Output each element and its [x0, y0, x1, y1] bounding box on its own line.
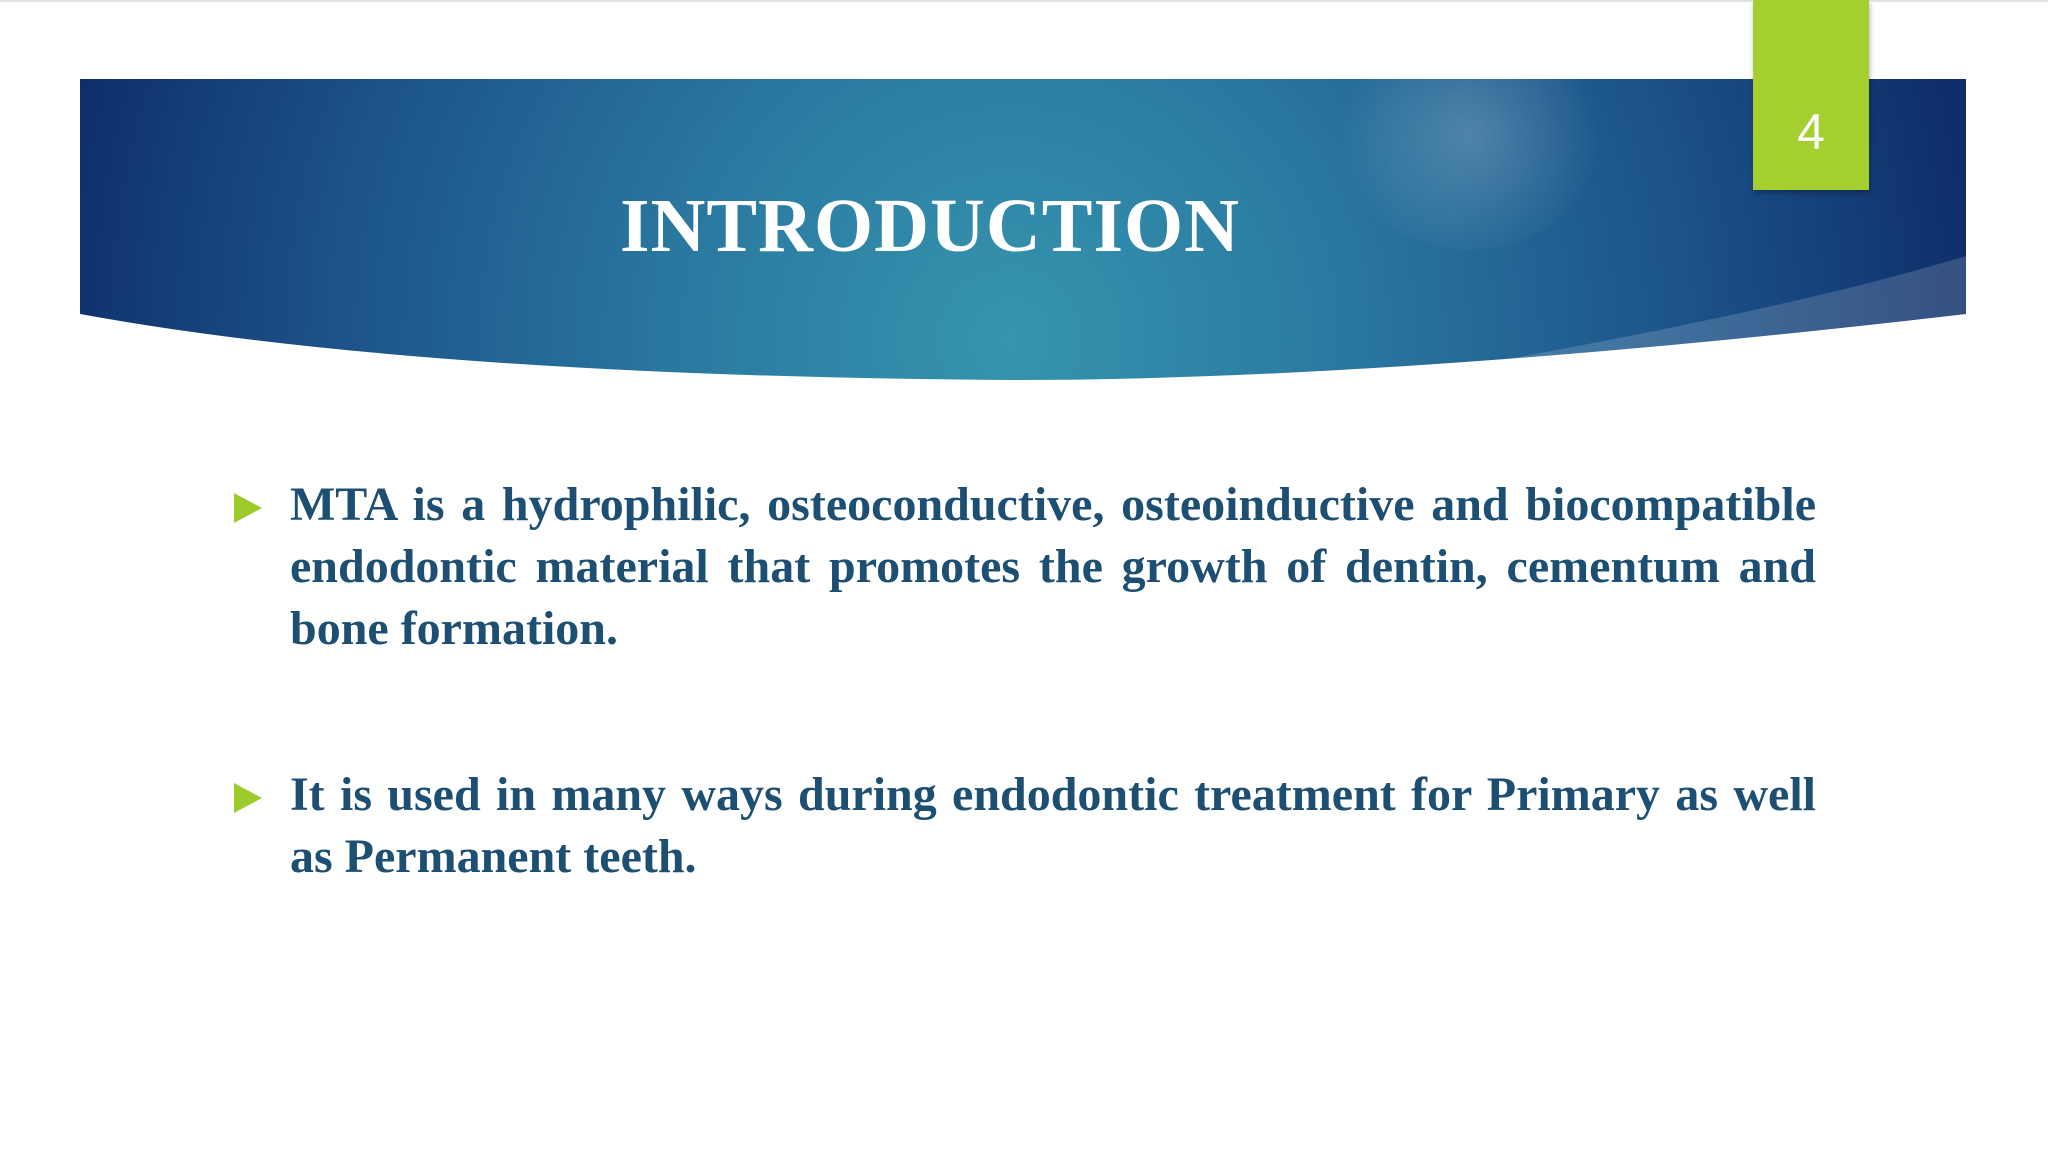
- bullet-text: It is used in many ways during endodontic treatment for Primary as well as Permanent teeth.: [290, 768, 1816, 883]
- slide-title: INTRODUCTION: [619, 184, 1241, 268]
- page-number-tab: [1753, 0, 1869, 190]
- bullet-text: MTA is a hydrophilic, osteoconductive, osteoinductive and biocompatible endodontic material that promotes the growth of dentin, cementum and bone formation.: [290, 478, 1816, 655]
- bullet-list: [230, 474, 1816, 888]
- page-number: 4: [1797, 104, 1825, 160]
- bullet-item: [230, 474, 1816, 660]
- bullet-item: [230, 764, 1816, 888]
- triangle-bullet-icon: [234, 783, 262, 813]
- triangle-bullet-icon: [234, 493, 262, 523]
